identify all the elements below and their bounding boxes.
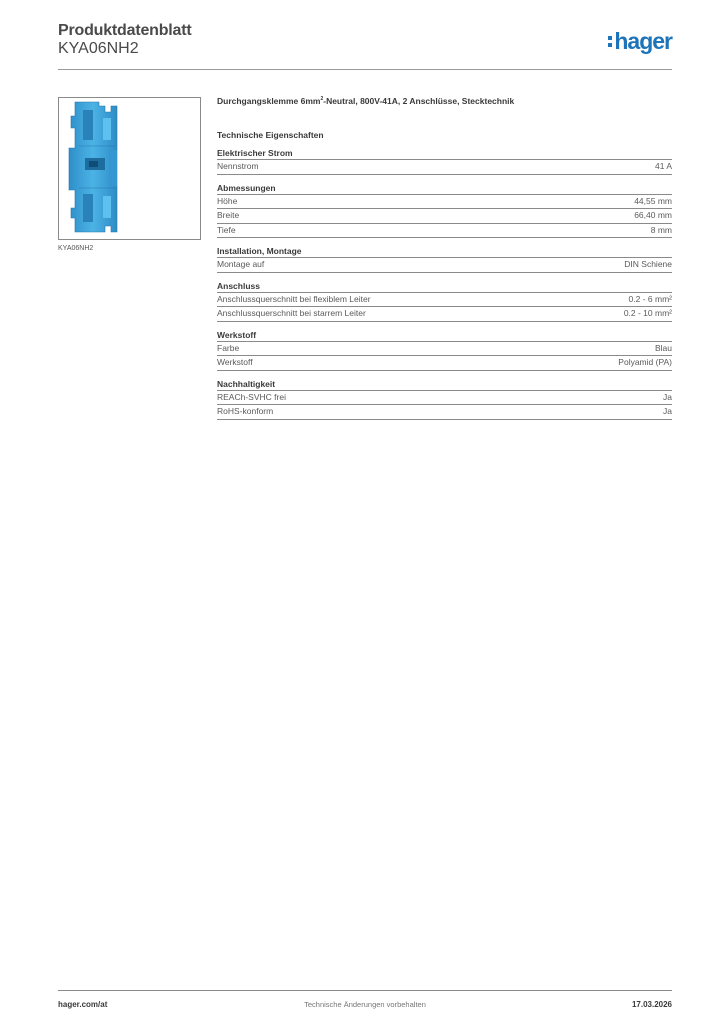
spec-group: [217, 281, 672, 322]
spec-value: Polyamid (PA): [618, 357, 672, 367]
spec-label: Breite: [217, 210, 240, 220]
spec-row: [217, 356, 672, 371]
spec-row: [217, 258, 672, 273]
footer-date: 17.03.2026: [631, 1000, 672, 1009]
spec-value: DIN Schiene: [624, 259, 672, 269]
group-title: Abmessungen: [217, 183, 672, 195]
product-caption: KYA06NH2: [58, 245, 94, 252]
spec-value: 8 mm: [650, 224, 672, 235]
spec-value: Ja: [663, 391, 672, 402]
spec-value: 66,40 mm: [634, 210, 672, 220]
group-title: Installation, Montage: [217, 246, 672, 258]
logo-text: hager: [614, 28, 672, 54]
spec-group: [217, 183, 672, 239]
page-footer: [58, 990, 672, 1014]
spec-group: [217, 148, 672, 175]
spec-row: [217, 391, 672, 406]
spec-row: [217, 224, 672, 239]
product-description: Durchgangsklemme $6mm^2$-Neutral, 800V-41A, 2 Anschlüsse, Stecktechnik: [217, 96, 515, 106]
group-title: Werkstoff: [217, 330, 672, 342]
spec-label: RoHS-konform: [217, 406, 274, 416]
page-header: [58, 20, 672, 70]
spec-label: Anschlussquerschnitt bei flexiblem Leiter: [217, 293, 371, 304]
spec-label: Farbe: [217, 342, 240, 353]
spec-value: Ja: [663, 406, 672, 416]
page-title: Produktdatenblatt: [58, 22, 192, 39]
spec-group: [217, 246, 672, 273]
spec-label: Anschlussquerschnitt bei starrem Leiter: [217, 308, 366, 318]
spec-row: [217, 307, 672, 322]
spec-row: [217, 405, 672, 420]
spec-label: REACh-SVHC frei: [217, 391, 286, 402]
spec-label: Montage auf: [217, 259, 265, 269]
section-title: Technische Eigenschaften: [217, 130, 324, 140]
spec-value: Blau: [654, 342, 672, 353]
spec-value: 41 A: [654, 161, 672, 171]
spec-label: Werkstoff: [217, 357, 253, 367]
spec-group: [217, 330, 672, 371]
spec-row: [217, 209, 672, 224]
group-title: Elektrischer Strom: [217, 148, 672, 160]
terminal-block-illustration: [59, 98, 200, 239]
spec-label: Nennstrom: [217, 161, 259, 171]
spec-value: 0.2 - 10 mm²: [623, 308, 672, 318]
footer-website-link[interactable]: hager.com/at: [58, 1000, 108, 1009]
product-code: KYA06NH2: [58, 40, 139, 57]
main-content: [217, 96, 672, 420]
spec-row: [217, 160, 672, 175]
spec-row: [217, 195, 672, 210]
footer-notice: Technische Änderungen vorbehalten: [304, 1000, 426, 1009]
spec-label: Tiefe: [217, 224, 236, 235]
spec-value: 0.2 - 6 mm²: [628, 293, 672, 304]
group-title: Nachhaltigkeit: [217, 379, 672, 391]
spec-group: [217, 379, 672, 420]
spec-row: [217, 293, 672, 308]
hager-logo: [608, 28, 672, 55]
spec-label: Höhe: [217, 195, 238, 206]
group-title: Anschluss: [217, 281, 672, 293]
spec-row: [217, 342, 672, 357]
spec-value: 44,55 mm: [634, 195, 672, 206]
product-image: [58, 97, 201, 240]
